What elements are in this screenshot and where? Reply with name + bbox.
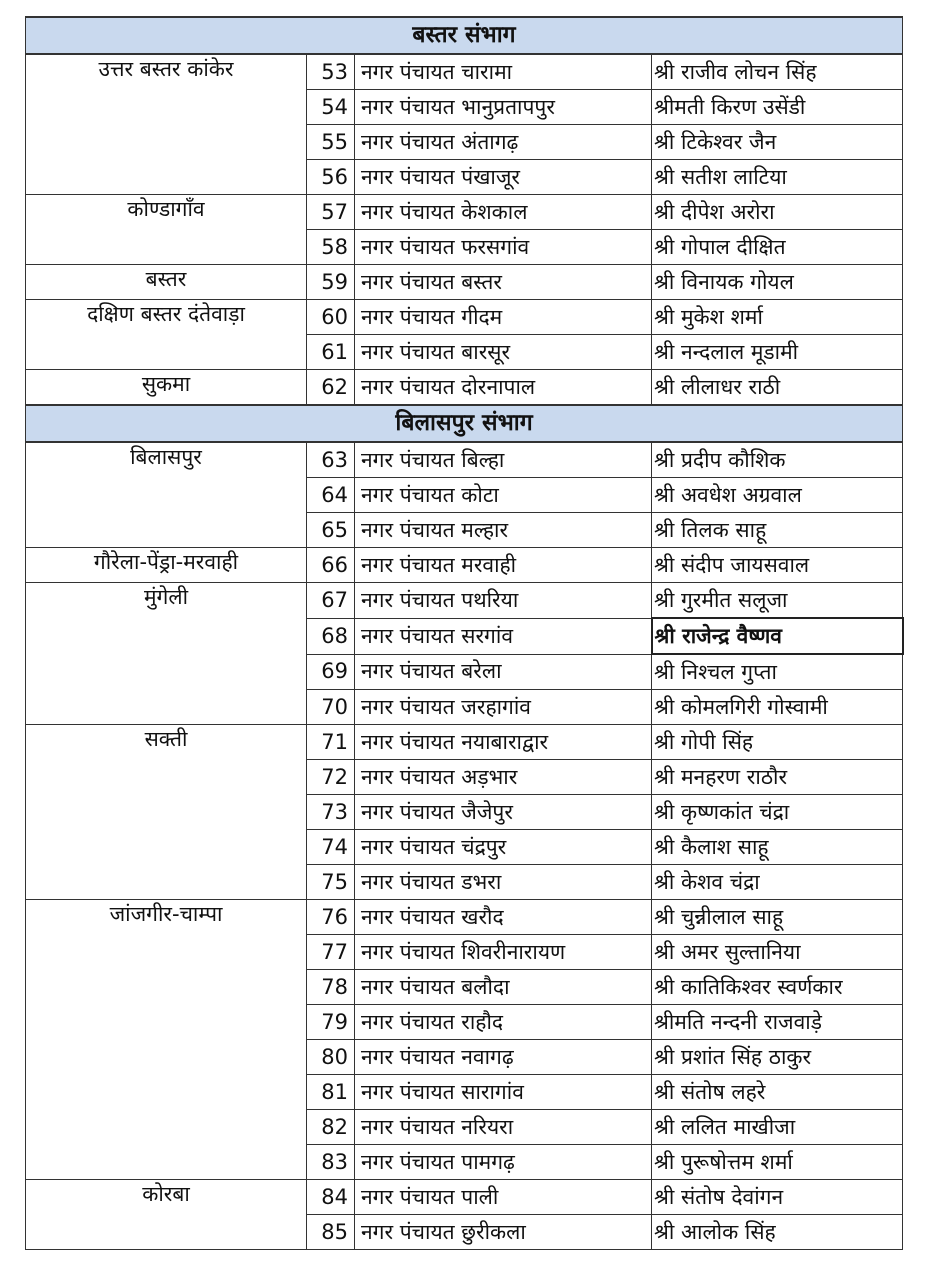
serial-number: 83	[307, 1145, 355, 1180]
serial-number: 65	[307, 513, 355, 548]
nagar-panchayat-name: नगर पंचायत चारामा	[355, 54, 652, 90]
table-row	[26, 1180, 903, 1215]
officer-name: श्री दीपेश अरोरा	[652, 195, 903, 230]
district-name: सुकमा	[26, 370, 307, 406]
officer-name: श्री सतीश लाटिया	[652, 160, 903, 195]
officer-name: श्री संदीप जायसवाल	[652, 548, 903, 583]
nagar-panchayat-name: नगर पंचायत पथरिया	[355, 583, 652, 619]
division-header-row	[26, 17, 903, 54]
serial-number: 68	[307, 618, 355, 654]
serial-number: 57	[307, 195, 355, 230]
officer-name: श्री कृष्णकांत चंद्रा	[652, 795, 903, 830]
nagar-panchayat-name: नगर पंचायत खरौद	[355, 900, 652, 935]
district-name: कोण्डागाँव	[26, 195, 307, 265]
nagar-panchayat-name: नगर पंचायत राहौद	[355, 1005, 652, 1040]
officer-name: श्री गोपी सिंह	[652, 725, 903, 760]
district-name: मुंगेली	[26, 583, 307, 725]
nagar-panchayat-name: नगर पंचायत बिल्हा	[355, 442, 652, 478]
nagar-panchayat-name: नगर पंचायत पाली	[355, 1180, 652, 1215]
serial-number: 79	[307, 1005, 355, 1040]
nagar-panchayat-name: नगर पंचायत बारसूर	[355, 335, 652, 370]
nagar-panchayat-name: नगर पंचायत केशकाल	[355, 195, 652, 230]
nagar-panchayat-name: नगर पंचायत फरसगांव	[355, 230, 652, 265]
district-name: उत्तर बस्तर कांकेर	[26, 54, 307, 195]
nagar-panchayat-name: नगर पंचायत कोटा	[355, 478, 652, 513]
nagar-panchayat-name: नगर पंचायत शिवरीनारायण	[355, 935, 652, 970]
officer-name: श्री निश्चल गुप्ता	[652, 654, 903, 690]
serial-number: 59	[307, 265, 355, 300]
officer-name: श्रीमति नन्दनी राजवाड़े	[652, 1005, 903, 1040]
serial-number: 72	[307, 760, 355, 795]
serial-number: 78	[307, 970, 355, 1005]
nagar-panchayat-name: नगर पंचायत दोरनापाल	[355, 370, 652, 406]
officer-name: श्री केशव चंद्रा	[652, 865, 903, 900]
nagar-panchayat-table	[25, 16, 904, 1250]
serial-number: 76	[307, 900, 355, 935]
officer-name: श्री राजीव लोचन सिंह	[652, 54, 903, 90]
serial-number: 54	[307, 90, 355, 125]
officer-name: श्री अवधेश अग्रवाल	[652, 478, 903, 513]
table-row	[26, 583, 903, 619]
nagar-panchayat-name: नगर पंचायत नरियरा	[355, 1110, 652, 1145]
nagar-panchayat-name: नगर पंचायत मरवाही	[355, 548, 652, 583]
officer-name: श्री टिकेश्वर जैन	[652, 125, 903, 160]
nagar-panchayat-name: नगर पंचायत जैजेपुर	[355, 795, 652, 830]
officer-name: श्री ललित माखीजा	[652, 1110, 903, 1145]
officer-name: श्रीमती किरण उसेंडी	[652, 90, 903, 125]
division-title: बस्तर संभाग	[26, 17, 903, 54]
nagar-panchayat-name: नगर पंचायत छुरीकला	[355, 1215, 652, 1250]
nagar-panchayat-name: नगर पंचायत नयाबाराद्वार	[355, 725, 652, 760]
serial-number: 61	[307, 335, 355, 370]
officer-name: श्री लीलाधर राठी	[652, 370, 903, 406]
serial-number: 66	[307, 548, 355, 583]
serial-number: 77	[307, 935, 355, 970]
officer-name: श्री नन्दलाल मूडामी	[652, 335, 903, 370]
district-name: बस्तर	[26, 265, 307, 300]
nagar-panchayat-name: नगर पंचायत बरेला	[355, 654, 652, 690]
serial-number: 73	[307, 795, 355, 830]
district-name: गौरेला-पेंड्रा-मरवाही	[26, 548, 307, 583]
officer-name: श्री प्रशांत सिंह ठाकुर	[652, 1040, 903, 1075]
serial-number: 75	[307, 865, 355, 900]
officer-name: श्री प्रदीप कौशिक	[652, 442, 903, 478]
table-row	[26, 300, 903, 335]
table-row	[26, 265, 903, 300]
officer-name: श्री मुकेश शर्मा	[652, 300, 903, 335]
serial-number: 60	[307, 300, 355, 335]
serial-number: 56	[307, 160, 355, 195]
table-row	[26, 548, 903, 583]
appointment-list-sheet	[25, 16, 902, 1250]
table-row	[26, 195, 903, 230]
serial-number: 74	[307, 830, 355, 865]
district-name: जांजगीर-चाम्पा	[26, 900, 307, 1180]
district-name: कोरबा	[26, 1180, 307, 1250]
nagar-panchayat-name: नगर पंचायत अंतागढ़	[355, 125, 652, 160]
nagar-panchayat-name: नगर पंचायत डभरा	[355, 865, 652, 900]
serial-number: 63	[307, 442, 355, 478]
serial-number: 55	[307, 125, 355, 160]
table-row	[26, 54, 903, 90]
nagar-panchayat-name: नगर पंचायत बस्तर	[355, 265, 652, 300]
district-name: बिलासपुर	[26, 442, 307, 548]
officer-name: श्री राजेन्द्र वैष्णव	[652, 618, 903, 654]
nagar-panchayat-name: नगर पंचायत सरगांव	[355, 618, 652, 654]
table-row	[26, 900, 903, 935]
officer-name: श्री संतोष देवांगन	[652, 1180, 903, 1215]
serial-number: 67	[307, 583, 355, 619]
officer-name: श्री गुरमीत सलूजा	[652, 583, 903, 619]
officer-name: श्री कैलाश साहू	[652, 830, 903, 865]
officer-name: श्री आलोक सिंह	[652, 1215, 903, 1250]
officer-name: श्री कातिकिश्वर स्वर्णकार	[652, 970, 903, 1005]
serial-number: 71	[307, 725, 355, 760]
officer-name: श्री चुन्नीलाल साहू	[652, 900, 903, 935]
nagar-panchayat-name: नगर पंचायत चंद्रपुर	[355, 830, 652, 865]
officer-name: श्री संतोष लहरे	[652, 1075, 903, 1110]
serial-number: 81	[307, 1075, 355, 1110]
officer-name: श्री गोपाल दीक्षित	[652, 230, 903, 265]
nagar-panchayat-name: नगर पंचायत पामगढ़	[355, 1145, 652, 1180]
serial-number: 82	[307, 1110, 355, 1145]
nagar-panchayat-name: नगर पंचायत गीदम	[355, 300, 652, 335]
district-name: दक्षिण बस्तर दंतेवाड़ा	[26, 300, 307, 370]
serial-number: 53	[307, 54, 355, 90]
table-row	[26, 370, 903, 406]
serial-number: 62	[307, 370, 355, 406]
table-row	[26, 442, 903, 478]
nagar-panchayat-name: नगर पंचायत नवागढ़	[355, 1040, 652, 1075]
officer-name: श्री कोमलगिरी गोस्वामी	[652, 690, 903, 725]
officer-name: श्री तिलक साहू	[652, 513, 903, 548]
nagar-panchayat-name: नगर पंचायत अड़भार	[355, 760, 652, 795]
officer-name: श्री पुरूषोत्तम शर्मा	[652, 1145, 903, 1180]
division-header-row	[26, 405, 903, 442]
nagar-panchayat-name: नगर पंचायत सारागांव	[355, 1075, 652, 1110]
table-row	[26, 725, 903, 760]
nagar-panchayat-name: नगर पंचायत जरहागांव	[355, 690, 652, 725]
nagar-panchayat-name: नगर पंचायत मल्हार	[355, 513, 652, 548]
officer-name: श्री मनहरण राठौर	[652, 760, 903, 795]
nagar-panchayat-name: नगर पंचायत पंखाजूर	[355, 160, 652, 195]
serial-number: 64	[307, 478, 355, 513]
nagar-panchayat-name: नगर पंचायत बलौदा	[355, 970, 652, 1005]
serial-number: 69	[307, 654, 355, 690]
serial-number: 70	[307, 690, 355, 725]
nagar-panchayat-name: नगर पंचायत भानुप्रतापपुर	[355, 90, 652, 125]
serial-number: 84	[307, 1180, 355, 1215]
serial-number: 85	[307, 1215, 355, 1250]
district-name: सक्ती	[26, 725, 307, 900]
serial-number: 80	[307, 1040, 355, 1075]
serial-number: 58	[307, 230, 355, 265]
officer-name: श्री अमर सुल्तानिया	[652, 935, 903, 970]
division-title: बिलासपुर संभाग	[26, 405, 903, 442]
officer-name: श्री विनायक गोयल	[652, 265, 903, 300]
